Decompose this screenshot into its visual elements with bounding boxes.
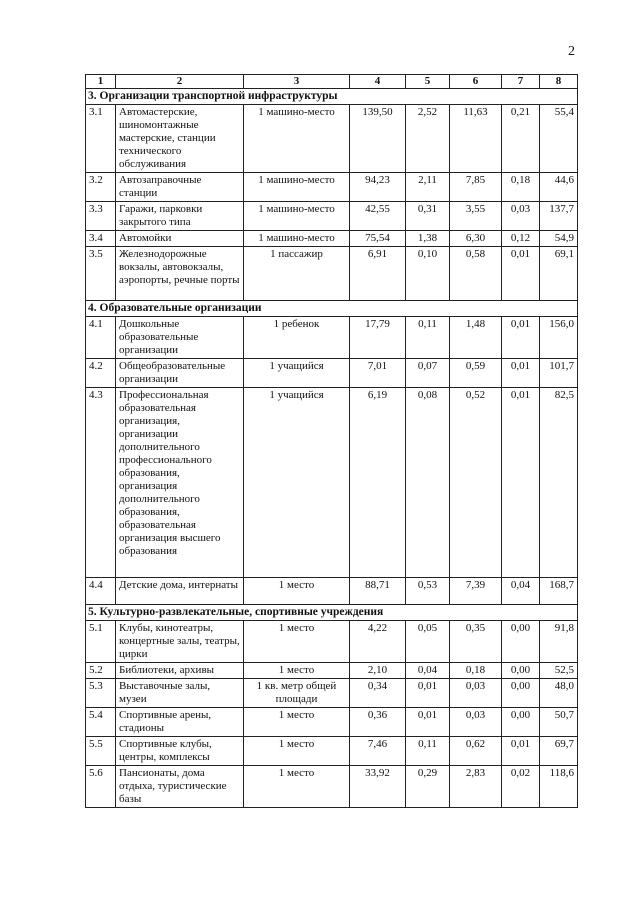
section-heading-row — [86, 301, 578, 317]
facility-type: Детские дома, интернаты — [116, 578, 244, 605]
value-col-7: 0,01 — [502, 388, 540, 578]
value-col-7: 0,00 — [502, 663, 540, 679]
value-col-4: 33,92 — [350, 766, 406, 808]
value-col-5: 0,05 — [406, 621, 450, 663]
unit-of-measure: 1 место — [244, 737, 350, 766]
value-col-4: 139,50 — [350, 105, 406, 173]
value-col-8: 50,7 — [540, 708, 578, 737]
facility-type: Спортивные клубы, центры, комплексы — [116, 737, 244, 766]
section-title: 3. Организации транспортной инфраструктуры — [86, 89, 578, 105]
value-col-7: 0,21 — [502, 105, 540, 173]
table-row — [86, 621, 578, 663]
table-row — [86, 737, 578, 766]
value-col-6: 0,58 — [450, 247, 502, 301]
value-col-6: 7,39 — [450, 578, 502, 605]
value-col-7: 0,04 — [502, 578, 540, 605]
facility-type: Выставочные залы, музеи — [116, 679, 244, 708]
value-col-8: 55,4 — [540, 105, 578, 173]
value-col-4: 6,91 — [350, 247, 406, 301]
row-number: 3.5 — [86, 247, 116, 301]
value-col-5: 2,52 — [406, 105, 450, 173]
unit-of-measure: 1 место — [244, 708, 350, 737]
row-number: 4.4 — [86, 578, 116, 605]
row-number: 4.1 — [86, 317, 116, 359]
value-col-4: 42,55 — [350, 202, 406, 231]
value-col-7: 0,01 — [502, 359, 540, 388]
row-number: 3.1 — [86, 105, 116, 173]
facility-type: Дошкольные образовательные организации — [116, 317, 244, 359]
value-col-7: 0,03 — [502, 202, 540, 231]
column-header: 4 — [350, 75, 406, 89]
column-header: 5 — [406, 75, 450, 89]
value-col-8: 82,5 — [540, 388, 578, 578]
value-col-8: 44,6 — [540, 173, 578, 202]
table-row — [86, 663, 578, 679]
unit-of-measure: 1 ребенок — [244, 317, 350, 359]
facility-type: Библиотеки, архивы — [116, 663, 244, 679]
value-col-8: 156,0 — [540, 317, 578, 359]
value-col-4: 75,54 — [350, 231, 406, 247]
column-header: 8 — [540, 75, 578, 89]
facility-type: Автомойки — [116, 231, 244, 247]
facility-type: Клубы, кинотеатры, концертные залы, театры, цирки — [116, 621, 244, 663]
table-row — [86, 359, 578, 388]
section-heading-row — [86, 89, 578, 105]
value-col-8: 52,5 — [540, 663, 578, 679]
table-row — [86, 317, 578, 359]
value-col-6: 0,18 — [450, 663, 502, 679]
value-col-5: 0,01 — [406, 708, 450, 737]
unit-of-measure: 1 машино-место — [244, 105, 350, 173]
unit-of-measure: 1 место — [244, 663, 350, 679]
table-row — [86, 231, 578, 247]
facility-type: Профессиональная образовательная организация, организации дополнительного профессионального образования, организация дополнительного образования, образовательная организация высшего образования — [116, 388, 244, 578]
value-col-5: 0,08 — [406, 388, 450, 578]
value-col-6: 0,03 — [450, 679, 502, 708]
value-col-6: 3,55 — [450, 202, 502, 231]
value-col-7: 0,01 — [502, 247, 540, 301]
row-number: 5.3 — [86, 679, 116, 708]
value-col-5: 1,38 — [406, 231, 450, 247]
row-number: 3.2 — [86, 173, 116, 202]
value-col-8: 69,7 — [540, 737, 578, 766]
column-header: 7 — [502, 75, 540, 89]
value-col-8: 69,1 — [540, 247, 578, 301]
value-col-5: 0,04 — [406, 663, 450, 679]
value-col-5: 2,11 — [406, 173, 450, 202]
value-col-5: 0,11 — [406, 317, 450, 359]
value-col-5: 0,29 — [406, 766, 450, 808]
unit-of-measure: 1 машино-место — [244, 231, 350, 247]
facility-type: Автомастерские, шиномонтажные мастерские, станции технического обслуживания — [116, 105, 244, 173]
value-col-6: 7,85 — [450, 173, 502, 202]
value-col-6: 0,03 — [450, 708, 502, 737]
value-col-4: 6,19 — [350, 388, 406, 578]
row-number: 5.6 — [86, 766, 116, 808]
value-col-8: 101,7 — [540, 359, 578, 388]
table-row — [86, 105, 578, 173]
column-number-row — [86, 75, 578, 89]
unit-of-measure: 1 машино-место — [244, 202, 350, 231]
value-col-7: 0,18 — [502, 173, 540, 202]
section-title: 5. Культурно-развлекательные, спортивные учреждения — [86, 605, 578, 621]
value-col-4: 7,01 — [350, 359, 406, 388]
unit-of-measure: 1 место — [244, 578, 350, 605]
value-col-6: 6,30 — [450, 231, 502, 247]
section-title: 4. Образовательные организации — [86, 301, 578, 317]
table-row — [86, 173, 578, 202]
unit-of-measure: 1 учащийся — [244, 359, 350, 388]
unit-of-measure: 1 место — [244, 621, 350, 663]
value-col-6: 0,62 — [450, 737, 502, 766]
value-col-8: 118,6 — [540, 766, 578, 808]
value-col-5: 0,10 — [406, 247, 450, 301]
value-col-4: 0,34 — [350, 679, 406, 708]
value-col-8: 137,7 — [540, 202, 578, 231]
value-col-8: 91,8 — [540, 621, 578, 663]
value-col-6: 0,52 — [450, 388, 502, 578]
row-number: 5.5 — [86, 737, 116, 766]
table-row — [86, 202, 578, 231]
value-col-4: 2,10 — [350, 663, 406, 679]
value-col-5: 0,11 — [406, 737, 450, 766]
value-col-7: 0,02 — [502, 766, 540, 808]
column-header: 2 — [116, 75, 244, 89]
value-col-7: 0,01 — [502, 737, 540, 766]
unit-of-measure: 1 пассажир — [244, 247, 350, 301]
value-col-8: 168,7 — [540, 578, 578, 605]
page-number: 2 — [568, 44, 575, 59]
table-row — [86, 679, 578, 708]
value-col-4: 7,46 — [350, 737, 406, 766]
table-row — [86, 766, 578, 808]
table-row — [86, 247, 578, 301]
value-col-6: 1,48 — [450, 317, 502, 359]
row-number: 5.1 — [86, 621, 116, 663]
facility-type: Автозаправочные станции — [116, 173, 244, 202]
unit-of-measure: 1 кв. метр общей площади — [244, 679, 350, 708]
row-number: 3.4 — [86, 231, 116, 247]
value-col-4: 94,23 — [350, 173, 406, 202]
value-col-5: 0,53 — [406, 578, 450, 605]
table-row — [86, 388, 578, 578]
value-col-5: 0,07 — [406, 359, 450, 388]
norms-table — [85, 74, 578, 808]
unit-of-measure: 1 учащийся — [244, 388, 350, 578]
value-col-4: 0,36 — [350, 708, 406, 737]
value-col-6: 11,63 — [450, 105, 502, 173]
facility-type: Спортивные арены, стадионы — [116, 708, 244, 737]
value-col-6: 2,83 — [450, 766, 502, 808]
facility-type: Общеобразовательные организации — [116, 359, 244, 388]
unit-of-measure: 1 место — [244, 766, 350, 808]
value-col-6: 0,59 — [450, 359, 502, 388]
value-col-6: 0,35 — [450, 621, 502, 663]
row-number: 5.2 — [86, 663, 116, 679]
row-number: 3.3 — [86, 202, 116, 231]
column-header: 6 — [450, 75, 502, 89]
section-heading-row — [86, 605, 578, 621]
row-number: 4.2 — [86, 359, 116, 388]
value-col-7: 0,00 — [502, 621, 540, 663]
table-row — [86, 578, 578, 605]
value-col-4: 88,71 — [350, 578, 406, 605]
column-header: 3 — [244, 75, 350, 89]
value-col-7: 0,01 — [502, 317, 540, 359]
value-col-4: 17,79 — [350, 317, 406, 359]
row-number: 5.4 — [86, 708, 116, 737]
value-col-7: 0,00 — [502, 708, 540, 737]
unit-of-measure: 1 машино-место — [244, 173, 350, 202]
table-row — [86, 708, 578, 737]
value-col-7: 0,00 — [502, 679, 540, 708]
column-header: 1 — [86, 75, 116, 89]
value-col-5: 0,01 — [406, 679, 450, 708]
value-col-4: 4,22 — [350, 621, 406, 663]
value-col-8: 54,9 — [540, 231, 578, 247]
facility-type: Гаражи, парковки закрытого типа — [116, 202, 244, 231]
value-col-8: 48,0 — [540, 679, 578, 708]
value-col-7: 0,12 — [502, 231, 540, 247]
value-col-5: 0,31 — [406, 202, 450, 231]
row-number: 4.3 — [86, 388, 116, 578]
facility-type: Железнодорожные вокзалы, автовокзалы, аэропорты, речные порты — [116, 247, 244, 301]
facility-type: Пансионаты, дома отдыха, туристические базы — [116, 766, 244, 808]
